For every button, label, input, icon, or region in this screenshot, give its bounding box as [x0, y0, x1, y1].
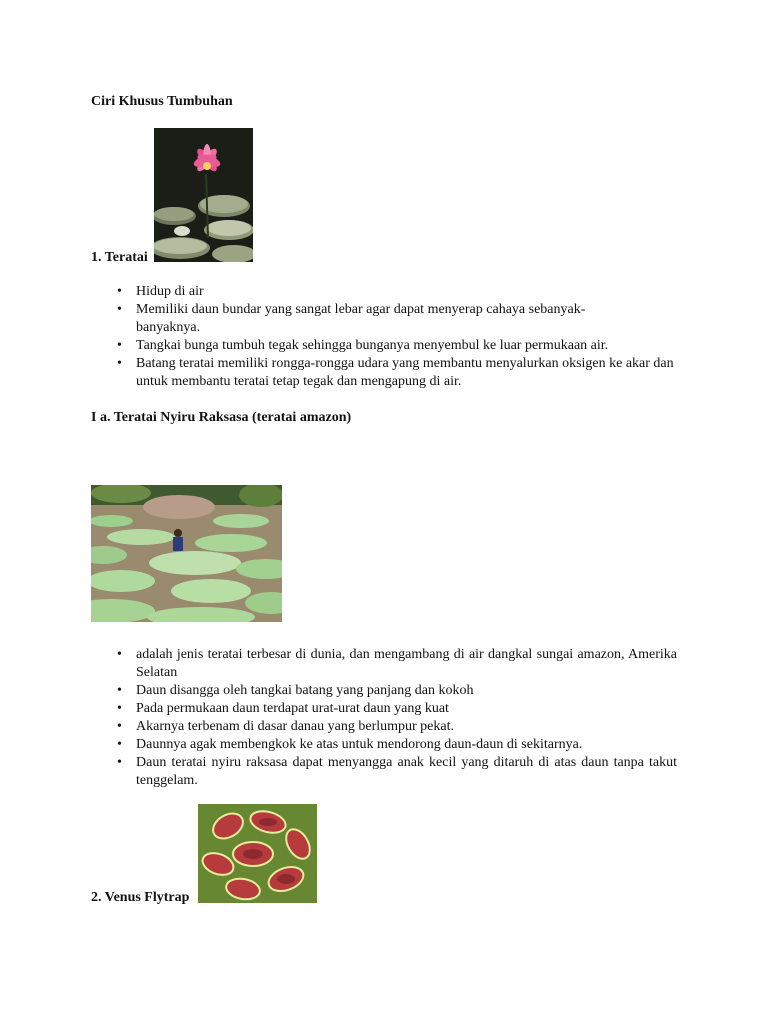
water-lily-image: [154, 128, 253, 262]
list-item: • Pada permukaan daun terdapat urat-urat daun yang kuat: [91, 700, 677, 718]
teratai-bullet-list: [91, 283, 691, 391]
list-item: • Batang teratai memiliki rongga-rongga udara yang membantu menyalurkan oksigen ke akar dan untuk membantu teratai tetap tegak dan mengapung di air.: [91, 355, 676, 391]
list-item: • Daunnya agak membengkok ke atas untuk mendorong daun-daun di sekitarnya.: [91, 736, 677, 754]
list-item: • Hidup di air: [91, 283, 691, 301]
teratai-amazon-bullet-list: [91, 646, 677, 790]
section-heading-venus-flytrap: 2. Venus Flytrap: [91, 890, 190, 905]
page-title: Ciri Khusus Tumbuhan: [91, 94, 233, 109]
giant-lily-pond-image: [91, 485, 282, 622]
list-item: • Akarnya terbenam di dasar danau yang berlumpur pekat.: [91, 718, 677, 736]
list-item: • adalah jenis teratai terbesar di dunia, dan mengambang di air dangkal sungai amazon, Amerika Selatan: [91, 646, 677, 682]
section-heading-teratai: 1. Teratai: [91, 250, 148, 265]
list-item: • Daun disangga oleh tangkai batang yang panjang dan kokoh: [91, 682, 677, 700]
section-heading-teratai-amazon: I a. Teratai Nyiru Raksasa (teratai amazon): [91, 410, 352, 425]
list-item: • Memiliki daun bundar yang sangat lebar agar dapat menyerap cahaya sebanyak-banyaknya.: [91, 301, 616, 337]
venus-flytrap-image: [198, 804, 317, 903]
list-item: • Daun teratai nyiru raksasa dapat menyangga anak kecil yang ditaruh di atas daun tanpa takut tenggelam.: [91, 754, 677, 790]
list-item: • Tangkai bunga tumbuh tegak sehingga bunganya menyembul ke luar permukaan air.: [91, 337, 691, 355]
